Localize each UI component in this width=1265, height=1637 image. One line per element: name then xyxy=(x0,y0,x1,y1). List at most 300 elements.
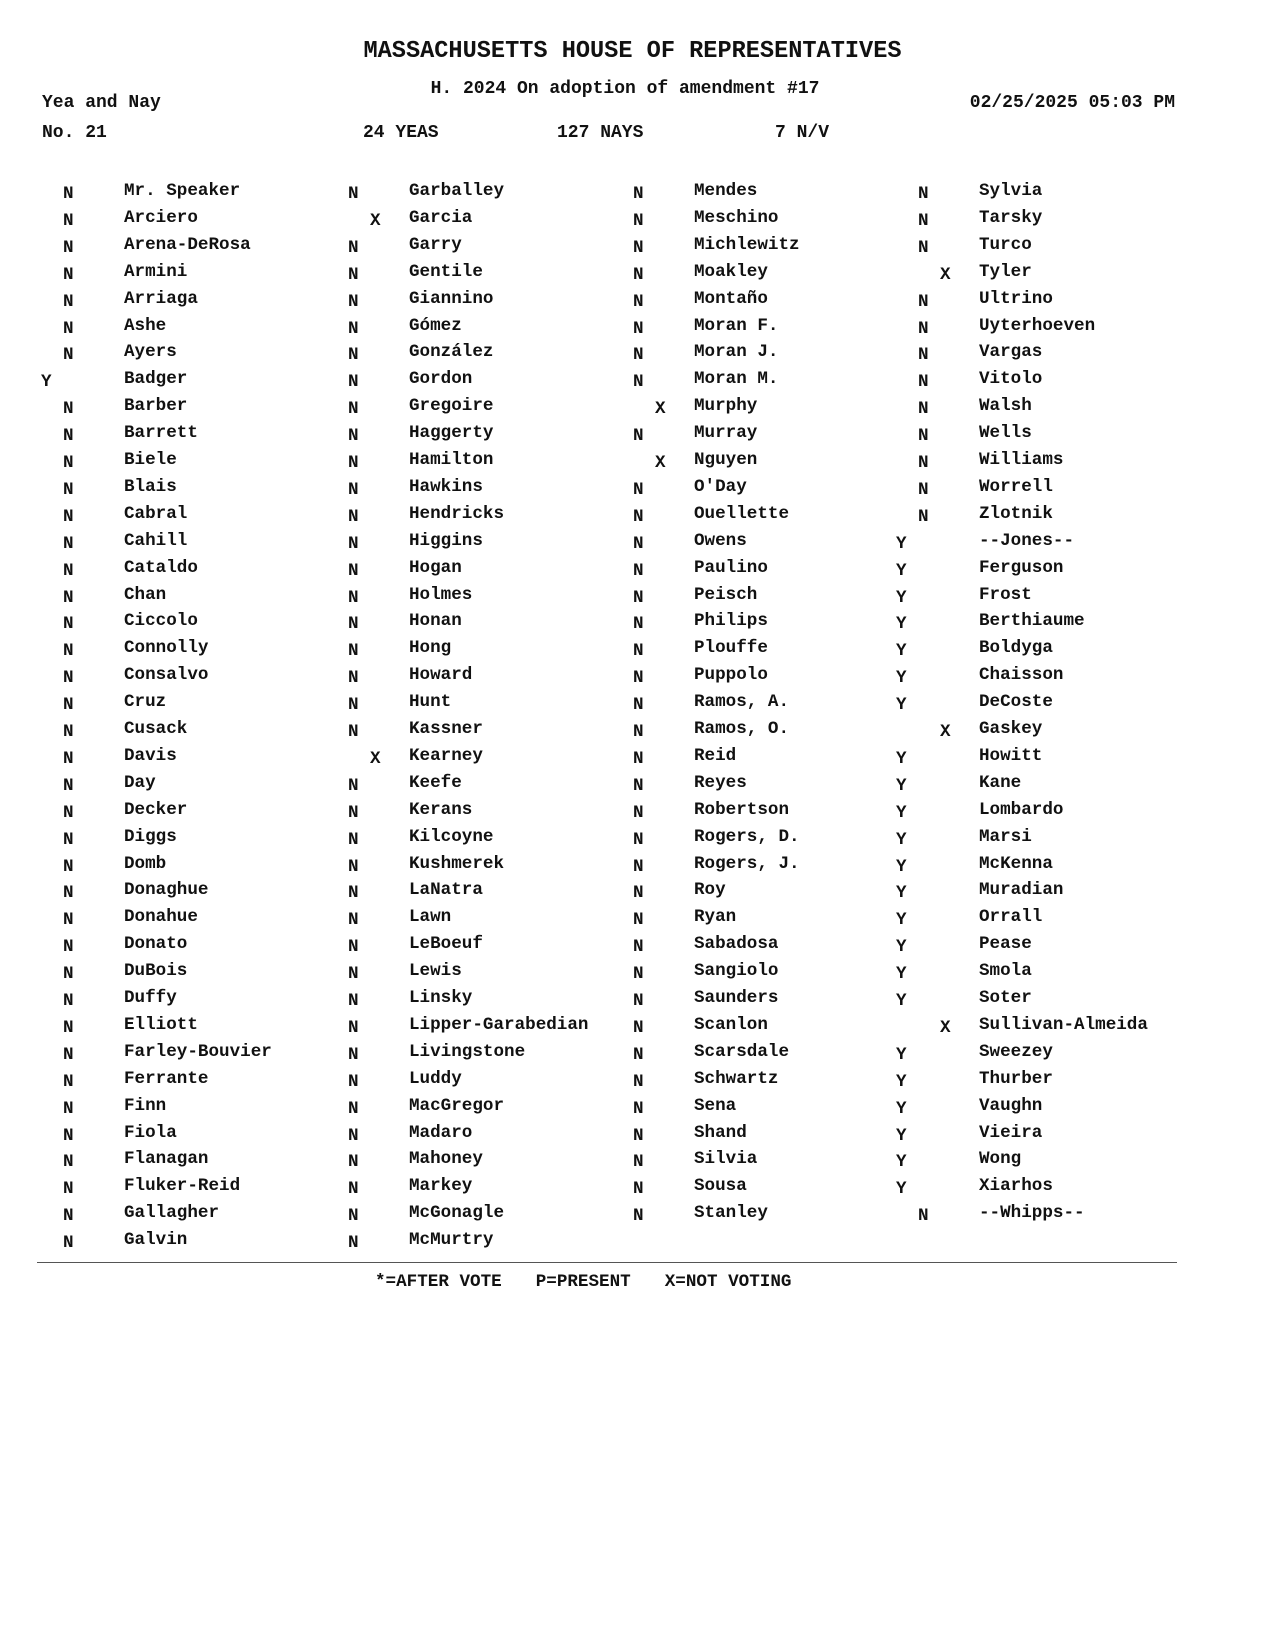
member-name: Farley-Bouvier xyxy=(124,1041,272,1062)
document-title: MASSACHUSETTS HOUSE OF REPRESENTATIVES xyxy=(363,38,902,65)
vote-mark: N xyxy=(633,533,644,554)
vote-mark: Y xyxy=(896,883,907,904)
vote-mark: N xyxy=(633,802,644,823)
vote-mark: Y xyxy=(896,668,907,689)
member-name: Howitt xyxy=(979,745,1043,766)
member-name: Moran F. xyxy=(694,315,779,336)
vote-mark: N xyxy=(63,291,74,312)
member-name: Garcia xyxy=(409,207,473,228)
yeas-count: 24 YEAS xyxy=(363,123,439,143)
vote-mark: N xyxy=(633,506,644,527)
member-name: Kearney xyxy=(409,745,483,766)
member-name: Walsh xyxy=(979,396,1032,417)
member-name: Holmes xyxy=(409,584,473,605)
member-name: Ashe xyxy=(124,315,167,336)
vote-mark: N xyxy=(63,910,74,931)
vote-mark: N xyxy=(633,1071,644,1092)
member-name: Ramos, O. xyxy=(694,719,790,739)
member-name: Cruz xyxy=(124,692,167,713)
member-name: Wells xyxy=(979,423,1032,444)
member-name: Day xyxy=(124,772,156,793)
member-name: Linsky xyxy=(409,988,473,1008)
member-name: Boldyga xyxy=(979,638,1053,659)
member-name: Arriaga xyxy=(124,288,198,309)
member-name: Murphy xyxy=(694,396,758,417)
member-name: DeCoste xyxy=(979,692,1053,713)
member-name: Ciccolo xyxy=(124,611,198,632)
vote-mark: Y xyxy=(896,829,907,850)
vote-mark: N xyxy=(633,184,644,204)
vote-mark: N xyxy=(633,372,644,393)
legend-present: P=PRESENT xyxy=(535,1272,631,1292)
roll-number: No. 21 xyxy=(42,123,107,143)
vote-mark: N xyxy=(348,829,359,850)
vote-mark: N xyxy=(348,1233,359,1254)
member-name: Consalvo xyxy=(124,665,209,686)
member-name: Sylvia xyxy=(979,181,1043,201)
vote-mark: N xyxy=(633,722,644,742)
vote-mark: N xyxy=(348,533,359,554)
legend xyxy=(375,1274,825,1292)
vote-datetime: 02/25/2025 05:03 PM xyxy=(969,93,1175,113)
vote-mark: N xyxy=(348,318,359,339)
member-name: --Jones-- xyxy=(979,530,1075,551)
member-name: Reid xyxy=(694,745,737,766)
vote-mark: N xyxy=(633,1152,644,1173)
vote-mark: Y xyxy=(896,775,907,796)
vote-mark: N xyxy=(63,237,74,258)
vote-mark: N xyxy=(633,1098,644,1119)
member-name: Mr. Speaker xyxy=(124,181,241,201)
member-name: DuBois xyxy=(124,961,188,982)
vote-mark: N xyxy=(348,1152,359,1173)
vote-mark: Y xyxy=(896,748,907,769)
vote-mark: N xyxy=(348,883,359,904)
member-name: Turco xyxy=(979,234,1032,255)
member-name: Thurber xyxy=(979,1068,1053,1089)
nays-count: 127 NAYS xyxy=(557,123,644,143)
vote-mark: N xyxy=(633,1044,644,1065)
vote-mark: N xyxy=(63,506,74,527)
vote-mark: N xyxy=(348,614,359,635)
member-name: Ryan xyxy=(694,907,737,928)
vote-mark: N xyxy=(633,210,644,231)
member-name: Schwartz xyxy=(694,1068,779,1089)
member-name: Paulino xyxy=(694,557,768,578)
vote-mark: N xyxy=(918,399,929,420)
member-name: Ayers xyxy=(124,342,177,363)
vote-mark: N xyxy=(633,856,644,877)
member-name: Higgins xyxy=(409,530,483,551)
member-name: Mendes xyxy=(694,181,758,201)
member-name: Barrett xyxy=(124,423,198,444)
member-name: Xiarhos xyxy=(979,1176,1053,1197)
vote-mark: N xyxy=(348,237,359,258)
member-name: Owens xyxy=(694,530,747,551)
vote-mark: N xyxy=(348,453,359,473)
vote-mark: N xyxy=(348,775,359,796)
member-name: MacGregor xyxy=(409,1095,505,1116)
member-name: Ferguson xyxy=(979,557,1064,578)
member-name: Haggerty xyxy=(409,423,494,444)
member-name: Marsi xyxy=(979,826,1032,847)
vote-mark: N xyxy=(633,237,644,258)
vote-mark: N xyxy=(63,668,74,689)
vote-mark: Y xyxy=(896,937,907,958)
member-name: Arena-DeRosa xyxy=(124,234,251,255)
member-name: Nguyen xyxy=(694,450,758,470)
member-name: Garballey xyxy=(409,181,505,201)
member-name: Muradian xyxy=(979,880,1064,901)
vote-mark: N xyxy=(918,291,929,312)
vote-mark: N xyxy=(348,1179,359,1200)
vote-mark: X xyxy=(940,1017,951,1038)
member-name: Murray xyxy=(694,423,758,444)
vote-mark: N xyxy=(348,991,359,1011)
vote-mark: N xyxy=(918,453,929,473)
vote-mark: N xyxy=(633,614,644,635)
vote-mark: X xyxy=(370,748,381,769)
member-name: Peisch xyxy=(694,584,758,605)
vote-mark: N xyxy=(63,775,74,796)
member-name: Ferrante xyxy=(124,1068,209,1089)
vote-mark: N xyxy=(918,506,929,527)
member-name: Ouellette xyxy=(694,503,790,524)
vote-mark: N xyxy=(633,641,644,662)
member-name: Connolly xyxy=(124,638,209,659)
member-name: Rogers, D. xyxy=(694,826,800,847)
member-name: Berthiaume xyxy=(979,611,1085,632)
vote-mark: N xyxy=(633,748,644,769)
member-name: Elliott xyxy=(124,1014,198,1035)
vote-mark: N xyxy=(348,1044,359,1065)
member-name: Lipper-Garabedian xyxy=(409,1014,589,1035)
member-name: Sweezey xyxy=(979,1041,1053,1062)
member-name: González xyxy=(409,342,494,363)
member-name: Hunt xyxy=(409,692,452,713)
member-name: Saunders xyxy=(694,988,779,1008)
member-name: Shand xyxy=(694,1122,747,1143)
member-name: Sousa xyxy=(694,1176,747,1197)
member-name: Livingstone xyxy=(409,1041,526,1062)
vote-mark: N xyxy=(633,560,644,581)
member-name: Hamilton xyxy=(409,450,494,470)
member-name: Keefe xyxy=(409,772,462,793)
member-name: Frost xyxy=(979,584,1032,605)
vote-mark: Y xyxy=(896,856,907,877)
member-name: Ultrino xyxy=(979,288,1053,309)
vote-mark: N xyxy=(633,910,644,931)
member-name: Blais xyxy=(124,476,177,497)
member-name: Honan xyxy=(409,611,462,632)
member-name: Flanagan xyxy=(124,1149,209,1170)
vote-mark: N xyxy=(63,1071,74,1092)
vote-mark: N xyxy=(348,560,359,581)
vote-mark: N xyxy=(918,184,929,204)
member-name: Kane xyxy=(979,772,1022,793)
member-name: Sullivan-Almeida xyxy=(979,1014,1148,1035)
member-name: Lawn xyxy=(409,907,452,928)
member-name: Howard xyxy=(409,665,473,686)
member-name: Galvin xyxy=(124,1230,188,1251)
vote-mark: N xyxy=(348,695,359,716)
member-name: Vargas xyxy=(979,342,1043,363)
vote-mark: N xyxy=(63,964,74,985)
member-name: Soter xyxy=(979,988,1032,1008)
vote-mark: N xyxy=(918,426,929,447)
member-name: Plouffe xyxy=(694,638,768,659)
legend-after-vote: *=AFTER VOTE xyxy=(375,1272,502,1292)
member-name: Hong xyxy=(409,638,452,659)
member-name: Armini xyxy=(124,261,188,282)
member-name: Silvia xyxy=(694,1149,758,1170)
roll-type: Yea and Nay xyxy=(42,93,161,113)
member-name: LeBoeuf xyxy=(409,934,483,955)
member-name: Donaghue xyxy=(124,880,209,901)
member-name: Giannino xyxy=(409,288,494,309)
vote-mark: Y xyxy=(896,1044,907,1065)
member-name: Decker xyxy=(124,799,188,820)
member-name: Chaisson xyxy=(979,665,1064,686)
member-name: Montaño xyxy=(694,288,768,309)
member-name: Moakley xyxy=(694,261,768,282)
vote-mark: N xyxy=(633,264,644,285)
member-name: Kerans xyxy=(409,799,473,820)
vote-mark: Y xyxy=(896,802,907,823)
vote-mark: N xyxy=(633,479,644,500)
member-name: Vieira xyxy=(979,1122,1043,1143)
member-name: Donato xyxy=(124,934,188,955)
vote-mark: N xyxy=(63,748,74,769)
member-name: Vaughn xyxy=(979,1095,1043,1116)
vote-mark: N xyxy=(633,829,644,850)
vote-mark: N xyxy=(633,695,644,716)
vote-mark: N xyxy=(63,587,74,608)
vote-mark: N xyxy=(348,641,359,662)
member-name: Lewis xyxy=(409,961,462,982)
vote-mark: N xyxy=(348,964,359,985)
vote-mark: N xyxy=(348,372,359,393)
vote-mark: N xyxy=(63,937,74,958)
member-name: Hendricks xyxy=(409,503,505,524)
vote-mark: N xyxy=(63,210,74,231)
vote-mark: N xyxy=(63,426,74,447)
vote-mark: N xyxy=(63,560,74,581)
member-name: Scarsdale xyxy=(694,1041,790,1062)
member-name: Sena xyxy=(694,1095,737,1116)
vote-mark: N xyxy=(633,991,644,1011)
member-name: Finn xyxy=(124,1095,167,1116)
vote-mark: Y xyxy=(896,587,907,608)
member-name: Michlewitz xyxy=(694,234,800,255)
vote-mark: N xyxy=(918,345,929,366)
vote-mark: N xyxy=(348,184,359,204)
member-name: Gordon xyxy=(409,369,473,390)
vote-mark: X xyxy=(655,399,666,420)
vote-mark: X xyxy=(940,722,951,742)
vote-mark: Y xyxy=(896,641,907,662)
member-name: Kilcoyne xyxy=(409,826,494,847)
vote-mark: N xyxy=(918,1206,929,1227)
vote-mark: N xyxy=(63,695,74,716)
member-name: Cusack xyxy=(124,719,188,739)
vote-mark: N xyxy=(63,802,74,823)
vote-mark: Y xyxy=(896,1152,907,1173)
vote-mark: N xyxy=(633,1017,644,1038)
vote-mark: N xyxy=(63,1098,74,1119)
vote-mark: N xyxy=(63,399,74,420)
vote-mark: Y xyxy=(896,1179,907,1200)
divider xyxy=(37,1262,1177,1263)
member-name: Diggs xyxy=(124,826,177,847)
vote-mark: N xyxy=(348,399,359,420)
member-name: Fiola xyxy=(124,1122,177,1143)
vote-mark: Y xyxy=(896,614,907,635)
member-name: Gentile xyxy=(409,261,483,282)
vote-mark: N xyxy=(348,345,359,366)
vote-mark: X xyxy=(370,210,381,231)
vote-mark: N xyxy=(633,345,644,366)
member-name: Worrell xyxy=(979,476,1053,497)
vote-mark: N xyxy=(633,937,644,958)
member-name: Tyler xyxy=(979,261,1032,282)
member-name: Hawkins xyxy=(409,476,483,497)
vote-mark: Y xyxy=(896,991,907,1011)
vote-mark: N xyxy=(348,937,359,958)
vote-mark: N xyxy=(63,991,74,1011)
vote-mark: N xyxy=(348,856,359,877)
vote-mark: N xyxy=(63,722,74,742)
vote-mark: N xyxy=(348,587,359,608)
member-name: Cahill xyxy=(124,530,188,551)
vote-mark: N xyxy=(918,318,929,339)
member-name: Markey xyxy=(409,1176,473,1197)
vote-mark: N xyxy=(348,1098,359,1119)
member-name: Sabadosa xyxy=(694,934,779,955)
member-name: Donahue xyxy=(124,907,198,928)
member-name: Roy xyxy=(694,880,726,901)
vote-mark: N xyxy=(63,856,74,877)
vote-mark: N xyxy=(63,1233,74,1254)
vote-mark: N xyxy=(918,372,929,393)
member-name: Domb xyxy=(124,853,167,874)
member-name: --Whipps-- xyxy=(979,1203,1085,1224)
member-name: Williams xyxy=(979,450,1064,470)
member-name: Luddy xyxy=(409,1068,462,1089)
member-name: Badger xyxy=(124,369,188,390)
vote-mark: N xyxy=(63,641,74,662)
member-name: Orrall xyxy=(979,907,1043,928)
member-name: Duffy xyxy=(124,988,177,1008)
member-name: Mahoney xyxy=(409,1149,483,1170)
vote-mark: Y xyxy=(896,1098,907,1119)
vote-mark: N xyxy=(63,1179,74,1200)
member-name: Hogan xyxy=(409,557,462,578)
vote-mark: Y xyxy=(896,910,907,931)
vote-mark: N xyxy=(348,506,359,527)
member-name: Pease xyxy=(979,934,1032,955)
vote-mark: N xyxy=(633,1179,644,1200)
member-name: Vitolo xyxy=(979,369,1043,390)
vote-mark: N xyxy=(63,453,74,473)
member-name: Uyterhoeven xyxy=(979,315,1096,336)
vote-mark: N xyxy=(63,1206,74,1227)
not-voting-count: 7 N/V xyxy=(775,123,830,143)
member-name: Gallagher xyxy=(124,1203,220,1224)
member-name: Garry xyxy=(409,234,462,255)
vote-mark: N xyxy=(63,1152,74,1173)
vote-mark: Y xyxy=(41,372,52,393)
member-name: Tarsky xyxy=(979,207,1043,228)
member-name: Barber xyxy=(124,396,188,417)
member-name: Stanley xyxy=(694,1203,768,1224)
vote-mark: Y xyxy=(896,533,907,554)
vote-mark: N xyxy=(633,668,644,689)
vote-mark: N xyxy=(633,426,644,447)
member-name: Meschino xyxy=(694,207,779,228)
member-name: Philips xyxy=(694,611,768,632)
vote-mark: N xyxy=(63,1017,74,1038)
vote-mark: N xyxy=(918,479,929,500)
member-name: LaNatra xyxy=(409,880,483,901)
vote-mark: N xyxy=(63,533,74,554)
vote-mark: N xyxy=(63,1044,74,1065)
member-name: Moran M. xyxy=(694,369,779,390)
vote-mark: N xyxy=(633,291,644,312)
vote-mark: N xyxy=(348,1071,359,1092)
vote-mark: N xyxy=(633,883,644,904)
member-name: Gaskey xyxy=(979,719,1043,739)
member-name: O'Day xyxy=(694,476,747,497)
vote-mark: Y xyxy=(896,964,907,985)
bill-description: H. 2024 On adoption of amendment #17 xyxy=(430,79,820,99)
vote-mark: N xyxy=(63,614,74,635)
member-name: Lombardo xyxy=(979,799,1064,820)
member-name: Rogers, J. xyxy=(694,853,800,874)
member-name: Cabral xyxy=(124,503,188,524)
vote-mark: N xyxy=(348,479,359,500)
vote-mark: N xyxy=(348,1017,359,1038)
member-name: Chan xyxy=(124,584,167,605)
vote-mark: N xyxy=(348,264,359,285)
member-name: Arciero xyxy=(124,207,198,228)
member-name: McMurtry xyxy=(409,1230,494,1251)
vote-mark: N xyxy=(63,1125,74,1146)
vote-mark: N xyxy=(348,910,359,931)
vote-mark: N xyxy=(348,1125,359,1146)
vote-mark: X xyxy=(940,264,951,285)
member-name: Gregoire xyxy=(409,396,494,417)
legend-not-voting: X=NOT VOTING xyxy=(664,1272,792,1292)
member-name: Ramos, A. xyxy=(694,692,790,713)
member-name: Kushmerek xyxy=(409,853,505,874)
member-name: Moran J. xyxy=(694,342,779,363)
vote-mark: N xyxy=(63,829,74,850)
member-name: McKenna xyxy=(979,853,1053,874)
vote-mark: N xyxy=(348,1206,359,1227)
member-name: Robertson xyxy=(694,799,790,820)
member-name: Cataldo xyxy=(124,557,198,578)
vote-mark: N xyxy=(63,318,74,339)
member-name: Wong xyxy=(979,1149,1022,1170)
member-name: Scanlon xyxy=(694,1014,768,1035)
vote-mark: N xyxy=(633,1206,644,1227)
member-name: Zlotnik xyxy=(979,503,1053,524)
member-name: Kassner xyxy=(409,719,483,739)
vote-mark: N xyxy=(633,318,644,339)
vote-mark: N xyxy=(348,426,359,447)
member-name: Gómez xyxy=(409,315,462,336)
